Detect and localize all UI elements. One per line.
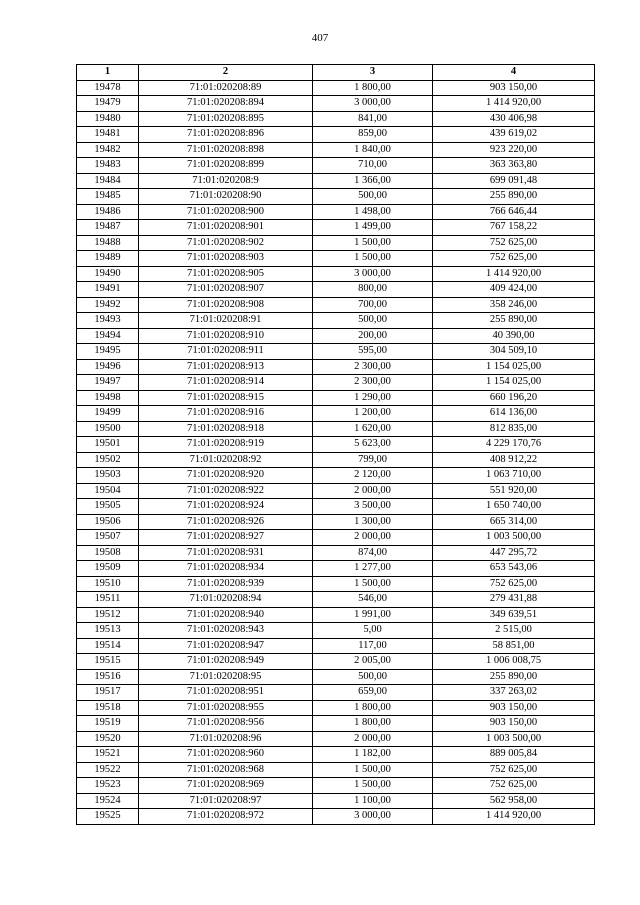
table-row [77, 235, 595, 251]
cell-area: 800,00 [313, 282, 433, 298]
cell-area: 2 000,00 [313, 731, 433, 747]
cell-area: 1 800,00 [313, 700, 433, 716]
cell-value: 304 509,10 [433, 344, 595, 360]
cell-area: 1 840,00 [313, 142, 433, 158]
cell-row-number: 19482 [77, 142, 139, 158]
cell-value: 903 150,00 [433, 80, 595, 96]
table-row [77, 623, 595, 639]
cell-area: 1 500,00 [313, 235, 433, 251]
table-header-row [77, 65, 595, 81]
cell-row-number: 19484 [77, 173, 139, 189]
table-row [77, 437, 595, 453]
cell-cadastral-number: 71:01:020208:926 [139, 514, 313, 530]
cell-area: 546,00 [313, 592, 433, 608]
cell-value: 58 851,00 [433, 638, 595, 654]
cell-row-number: 19486 [77, 204, 139, 220]
cell-row-number: 19483 [77, 158, 139, 174]
table-row [77, 561, 595, 577]
cell-value: 752 625,00 [433, 762, 595, 778]
cell-area: 1 498,00 [313, 204, 433, 220]
cell-area: 5,00 [313, 623, 433, 639]
cell-value: 1 003 500,00 [433, 530, 595, 546]
cell-cadastral-number: 71:01:020208:934 [139, 561, 313, 577]
table-row [77, 685, 595, 701]
cell-area: 1 800,00 [313, 716, 433, 732]
cell-row-number: 19521 [77, 747, 139, 763]
cell-area: 5 623,00 [313, 437, 433, 453]
cell-value: 337 263,02 [433, 685, 595, 701]
cell-cadastral-number: 71:01:020208:968 [139, 762, 313, 778]
table-row [77, 468, 595, 484]
cell-value: 1 650 740,00 [433, 499, 595, 515]
table-row [77, 638, 595, 654]
cell-cadastral-number: 71:01:020208:951 [139, 685, 313, 701]
cell-cadastral-number: 71:01:020208:94 [139, 592, 313, 608]
cell-area: 117,00 [313, 638, 433, 654]
cell-cadastral-number: 71:01:020208:960 [139, 747, 313, 763]
table-row [77, 530, 595, 546]
cell-value: 430 406,98 [433, 111, 595, 127]
cell-value: 255 890,00 [433, 669, 595, 685]
cell-area: 1 200,00 [313, 406, 433, 422]
cell-area: 1 277,00 [313, 561, 433, 577]
cell-cadastral-number: 71:01:020208:899 [139, 158, 313, 174]
cell-area: 2 005,00 [313, 654, 433, 670]
table-row [77, 80, 595, 96]
cell-row-number: 19504 [77, 483, 139, 499]
table-row [77, 406, 595, 422]
table-row [77, 514, 595, 530]
cell-value: 665 314,00 [433, 514, 595, 530]
table-row [77, 731, 595, 747]
cell-cadastral-number: 71:01:020208:914 [139, 375, 313, 391]
cell-area: 2 000,00 [313, 483, 433, 499]
cell-row-number: 19509 [77, 561, 139, 577]
cell-row-number: 19503 [77, 468, 139, 484]
cell-row-number: 19505 [77, 499, 139, 515]
cell-value: 1 003 500,00 [433, 731, 595, 747]
cell-value: 363 363,80 [433, 158, 595, 174]
cell-value: 903 150,00 [433, 716, 595, 732]
page-number: 407 [311, 32, 329, 44]
cell-value: 562 958,00 [433, 793, 595, 809]
cell-area: 1 100,00 [313, 793, 433, 809]
table-row [77, 359, 595, 375]
cell-area: 500,00 [313, 313, 433, 329]
table-row [77, 499, 595, 515]
cell-area: 1 290,00 [313, 390, 433, 406]
cell-row-number: 19480 [77, 111, 139, 127]
table-row [77, 592, 595, 608]
table-row [77, 344, 595, 360]
cell-cadastral-number: 71:01:020208:903 [139, 251, 313, 267]
cell-value: 752 625,00 [433, 778, 595, 794]
cell-value: 1 063 710,00 [433, 468, 595, 484]
cell-row-number: 19524 [77, 793, 139, 809]
cell-cadastral-number: 71:01:020208:89 [139, 80, 313, 96]
cell-row-number: 19495 [77, 344, 139, 360]
cell-value: 614 136,00 [433, 406, 595, 422]
cell-value: 279 431,88 [433, 592, 595, 608]
table-row [77, 142, 595, 158]
table-row [77, 96, 595, 112]
cell-row-number: 19481 [77, 127, 139, 143]
cell-area: 700,00 [313, 297, 433, 313]
table-row [77, 390, 595, 406]
table-row [77, 421, 595, 437]
cell-value: 409 424,00 [433, 282, 595, 298]
cell-area: 2 300,00 [313, 375, 433, 391]
table-row [77, 158, 595, 174]
table-row [77, 173, 595, 189]
cell-area: 2 000,00 [313, 530, 433, 546]
cell-cadastral-number: 71:01:020208:894 [139, 96, 313, 112]
table-row [77, 452, 595, 468]
cell-cadastral-number: 71:01:020208:924 [139, 499, 313, 515]
table-row [77, 778, 595, 794]
cell-row-number: 19479 [77, 96, 139, 112]
cell-value: 1 154 025,00 [433, 359, 595, 375]
cell-cadastral-number: 71:01:020208:908 [139, 297, 313, 313]
cell-area: 3 000,00 [313, 96, 433, 112]
cell-area: 500,00 [313, 669, 433, 685]
cell-row-number: 19522 [77, 762, 139, 778]
cell-cadastral-number: 71:01:020208:9 [139, 173, 313, 189]
cell-value: 812 835,00 [433, 421, 595, 437]
cell-cadastral-number: 71:01:020208:896 [139, 127, 313, 143]
table-row [77, 282, 595, 298]
cell-cadastral-number: 71:01:020208:895 [139, 111, 313, 127]
cell-area: 1 500,00 [313, 251, 433, 267]
cell-row-number: 19516 [77, 669, 139, 685]
cell-value: 766 646,44 [433, 204, 595, 220]
cell-value: 1 154 025,00 [433, 375, 595, 391]
cell-row-number: 19523 [77, 778, 139, 794]
cell-area: 3 000,00 [313, 266, 433, 282]
cell-row-number: 19510 [77, 576, 139, 592]
table-row [77, 251, 595, 267]
table-row [77, 127, 595, 143]
cell-area: 1 991,00 [313, 607, 433, 623]
table-row [77, 220, 595, 236]
cell-row-number: 19488 [77, 235, 139, 251]
cell-value: 1 414 920,00 [433, 266, 595, 282]
cell-row-number: 19496 [77, 359, 139, 375]
data-table [76, 64, 595, 825]
cell-cadastral-number: 71:01:020208:901 [139, 220, 313, 236]
table-row [77, 375, 595, 391]
cell-row-number: 19520 [77, 731, 139, 747]
table-row [77, 576, 595, 592]
cell-row-number: 19499 [77, 406, 139, 422]
table-row [77, 607, 595, 623]
cell-value: 551 920,00 [433, 483, 595, 499]
cell-value: 255 890,00 [433, 313, 595, 329]
table-row [77, 266, 595, 282]
cell-cadastral-number: 71:01:020208:905 [139, 266, 313, 282]
cell-cadastral-number: 71:01:020208:911 [139, 344, 313, 360]
cell-row-number: 19494 [77, 328, 139, 344]
cell-cadastral-number: 71:01:020208:972 [139, 809, 313, 825]
cell-value: 1 414 920,00 [433, 809, 595, 825]
cell-area: 799,00 [313, 452, 433, 468]
cell-value: 349 639,51 [433, 607, 595, 623]
cell-row-number: 19519 [77, 716, 139, 732]
cell-cadastral-number: 71:01:020208:940 [139, 607, 313, 623]
cell-row-number: 19502 [77, 452, 139, 468]
cell-value: 752 625,00 [433, 576, 595, 592]
cell-area: 1 182,00 [313, 747, 433, 763]
cell-area: 200,00 [313, 328, 433, 344]
cell-area: 3 500,00 [313, 499, 433, 515]
cell-row-number: 19507 [77, 530, 139, 546]
cell-row-number: 19498 [77, 390, 139, 406]
table-row [77, 747, 595, 763]
cell-cadastral-number: 71:01:020208:913 [139, 359, 313, 375]
cell-cadastral-number: 71:01:020208:915 [139, 390, 313, 406]
column-header-2: 2 [139, 65, 313, 81]
cell-cadastral-number: 71:01:020208:898 [139, 142, 313, 158]
cell-cadastral-number: 71:01:020208:907 [139, 282, 313, 298]
table-row [77, 669, 595, 685]
cell-value: 767 158,22 [433, 220, 595, 236]
cell-cadastral-number: 71:01:020208:900 [139, 204, 313, 220]
cell-area: 659,00 [313, 685, 433, 701]
cell-row-number: 19506 [77, 514, 139, 530]
cell-cadastral-number: 71:01:020208:931 [139, 545, 313, 561]
cell-area: 1 500,00 [313, 762, 433, 778]
cell-row-number: 19497 [77, 375, 139, 391]
cell-value: 699 091,48 [433, 173, 595, 189]
cell-cadastral-number: 71:01:020208:939 [139, 576, 313, 592]
cell-row-number: 19491 [77, 282, 139, 298]
cell-value: 439 619,02 [433, 127, 595, 143]
cell-value: 660 196,20 [433, 390, 595, 406]
cell-cadastral-number: 71:01:020208:922 [139, 483, 313, 499]
cell-value: 1 414 920,00 [433, 96, 595, 112]
cell-row-number: 19515 [77, 654, 139, 670]
cell-area: 841,00 [313, 111, 433, 127]
cell-cadastral-number: 71:01:020208:949 [139, 654, 313, 670]
table-row [77, 654, 595, 670]
cell-row-number: 19508 [77, 545, 139, 561]
table-row [77, 716, 595, 732]
cell-area: 1 300,00 [313, 514, 433, 530]
cell-row-number: 19490 [77, 266, 139, 282]
cell-cadastral-number: 71:01:020208:97 [139, 793, 313, 809]
cell-area: 1 620,00 [313, 421, 433, 437]
cell-row-number: 19487 [77, 220, 139, 236]
table-row [77, 328, 595, 344]
cell-area: 874,00 [313, 545, 433, 561]
table-row [77, 545, 595, 561]
cell-value: 1 006 008,75 [433, 654, 595, 670]
cell-cadastral-number: 71:01:020208:956 [139, 716, 313, 732]
cell-row-number: 19493 [77, 313, 139, 329]
cell-area: 1 366,00 [313, 173, 433, 189]
cell-area: 3 000,00 [313, 809, 433, 825]
cell-cadastral-number: 71:01:020208:91 [139, 313, 313, 329]
cell-row-number: 19517 [77, 685, 139, 701]
cell-value: 903 150,00 [433, 700, 595, 716]
table-row [77, 297, 595, 313]
cell-row-number: 19501 [77, 437, 139, 453]
cell-cadastral-number: 71:01:020208:920 [139, 468, 313, 484]
column-header-1: 1 [77, 65, 139, 81]
cell-value: 889 005,84 [433, 747, 595, 763]
cell-cadastral-number: 71:01:020208:918 [139, 421, 313, 437]
cell-cadastral-number: 71:01:020208:910 [139, 328, 313, 344]
table-row [77, 204, 595, 220]
cell-row-number: 19478 [77, 80, 139, 96]
table-row [77, 700, 595, 716]
column-header-4: 4 [433, 65, 595, 81]
cell-value: 255 890,00 [433, 189, 595, 205]
cell-cadastral-number: 71:01:020208:90 [139, 189, 313, 205]
cell-area: 859,00 [313, 127, 433, 143]
cell-area: 1 499,00 [313, 220, 433, 236]
cell-row-number: 19513 [77, 623, 139, 639]
cell-area: 1 500,00 [313, 778, 433, 794]
table-row [77, 809, 595, 825]
cell-row-number: 19492 [77, 297, 139, 313]
cell-cadastral-number: 71:01:020208:96 [139, 731, 313, 747]
table-row [77, 313, 595, 329]
table-row [77, 189, 595, 205]
cell-row-number: 19518 [77, 700, 139, 716]
cell-area: 2 300,00 [313, 359, 433, 375]
cell-row-number: 19489 [77, 251, 139, 267]
table-body [77, 80, 595, 824]
table-row [77, 483, 595, 499]
cell-row-number: 19512 [77, 607, 139, 623]
cell-value: 408 912,22 [433, 452, 595, 468]
cell-value: 358 246,00 [433, 297, 595, 313]
cell-value: 653 543,06 [433, 561, 595, 577]
cell-cadastral-number: 71:01:020208:927 [139, 530, 313, 546]
cell-cadastral-number: 71:01:020208:955 [139, 700, 313, 716]
table-row [77, 793, 595, 809]
cell-value: 40 390,00 [433, 328, 595, 344]
cell-area: 1 800,00 [313, 80, 433, 96]
cell-row-number: 19511 [77, 592, 139, 608]
table-row [77, 762, 595, 778]
cell-value: 923 220,00 [433, 142, 595, 158]
cell-value: 4 229 170,76 [433, 437, 595, 453]
cell-row-number: 19500 [77, 421, 139, 437]
cell-cadastral-number: 71:01:020208:947 [139, 638, 313, 654]
cell-area: 2 120,00 [313, 468, 433, 484]
cell-cadastral-number: 71:01:020208:916 [139, 406, 313, 422]
table-row [77, 111, 595, 127]
cell-cadastral-number: 71:01:020208:902 [139, 235, 313, 251]
cell-value: 447 295,72 [433, 545, 595, 561]
cell-area: 595,00 [313, 344, 433, 360]
cell-row-number: 19485 [77, 189, 139, 205]
cell-row-number: 19525 [77, 809, 139, 825]
column-header-3: 3 [313, 65, 433, 81]
cell-cadastral-number: 71:01:020208:92 [139, 452, 313, 468]
cell-area: 710,00 [313, 158, 433, 174]
cell-cadastral-number: 71:01:020208:943 [139, 623, 313, 639]
cell-value: 752 625,00 [433, 251, 595, 267]
cell-cadastral-number: 71:01:020208:95 [139, 669, 313, 685]
cell-area: 500,00 [313, 189, 433, 205]
cell-cadastral-number: 71:01:020208:969 [139, 778, 313, 794]
cell-value: 752 625,00 [433, 235, 595, 251]
cell-value: 2 515,00 [433, 623, 595, 639]
cell-cadastral-number: 71:01:020208:919 [139, 437, 313, 453]
cell-row-number: 19514 [77, 638, 139, 654]
cell-area: 1 500,00 [313, 576, 433, 592]
